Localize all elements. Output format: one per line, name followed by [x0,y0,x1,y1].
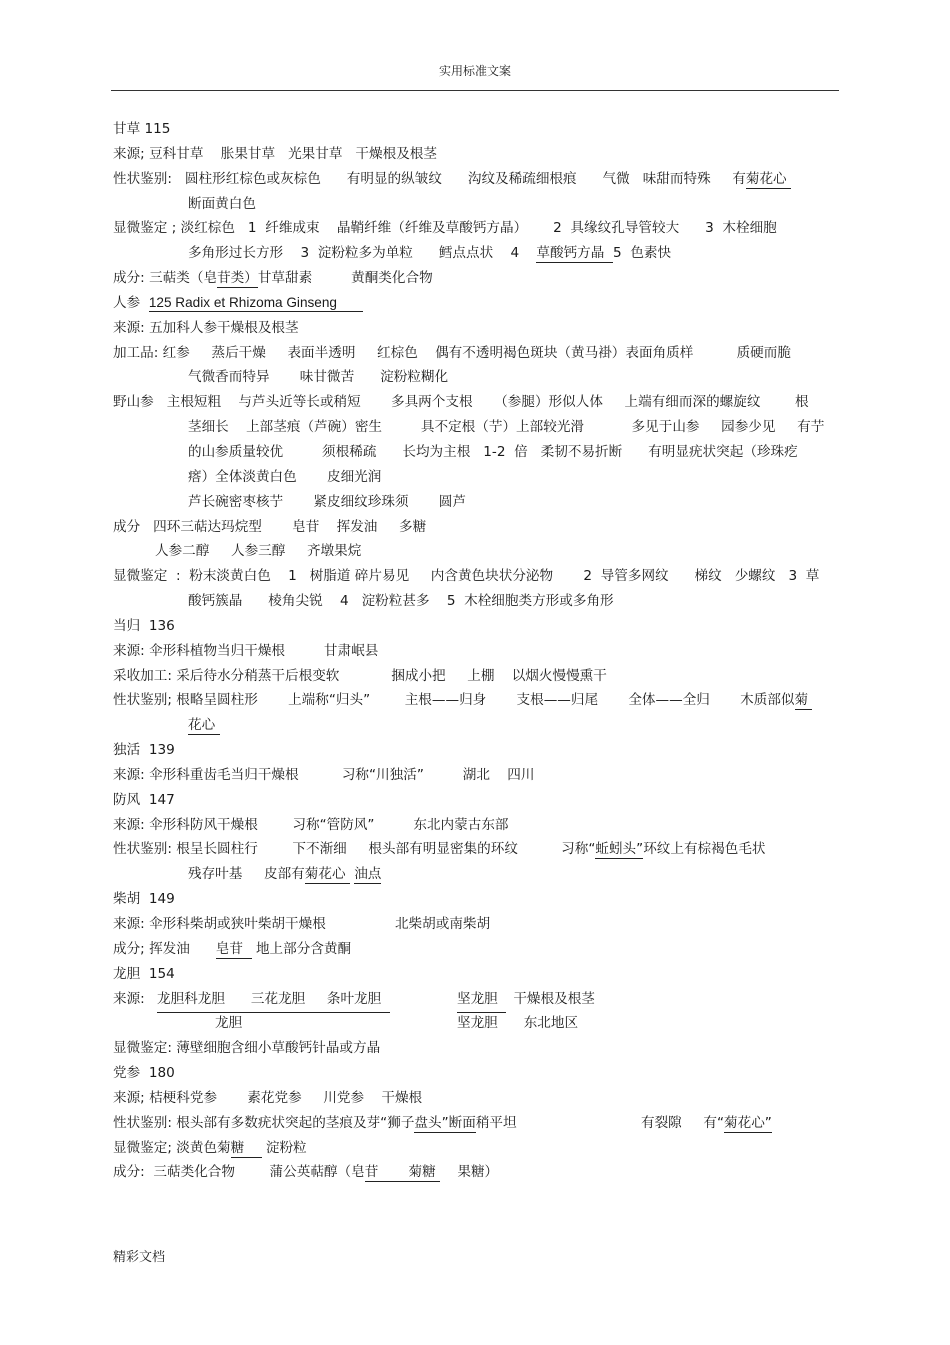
text-span: 坚龙胆 东北地区 [457,1015,579,1032]
text-line [113,1011,848,1036]
underlined-term: 苷类） [217,270,258,287]
text-line [113,266,848,291]
underlined-term: 糖 [230,1139,262,1156]
document-body [113,117,848,1185]
text-line: 显微鉴定 ; 淡红棕色 1 纤维成束 晶鞘纤维（纤维及草酸钙方晶） 2 具缘纹孔导管较大 3 木栓细胞 [113,220,777,237]
entry-title-chaihu: 柴胡 149 [113,891,175,908]
entry-title-longdan: 龙胆 154 [113,965,175,982]
text-span: 性状鉴别; 根略呈圆柱形 上端称“归头” 主根——归身 支根——归尾 全体——全归 木质部似 [113,692,795,709]
underlined-term: 草酸钙方晶 [536,245,614,262]
text-line: 的山参质量较优 须根稀疏 长均为主根 1-2 倍 柔韧不易折断 有明显疣状突起（珍珠疙 [188,443,798,460]
underlined-term: 菊花心” [724,1114,772,1131]
entry-title-danggui: 当归 136 [113,617,175,634]
page-footer: 精彩文档 [113,1250,166,1265]
underlined-term: 龙胆科龙胆 三花龙胆 条叶龙胆 [157,987,390,1014]
text-span: 地上部分含黄酮 [251,940,352,957]
underlined-term: 皂苷 [215,940,252,957]
text-span: 人参 [113,294,149,311]
underlined-term: 坚龙胆 [457,987,506,1014]
text-line: 来源; 豆科甘草 胀果甘草 光果甘草 干燥根及根茎 [113,145,437,162]
text-span: 淀粉粒 [261,1139,307,1156]
text-span: 稍平坦 [475,1114,517,1131]
text-line [113,862,848,887]
text-span: 成分: 三萜类（皂 [113,270,218,287]
text-span: 多角形过长方形 3 淀粉粒多为单粒 鳕点点状 4 [188,245,537,262]
text-span: 成分: 三萜类化合物 蒲公英萜醇（皂 [113,1164,365,1181]
text-line: 气微香而特异 味甘微苦 淀粉粒糊化 [188,369,449,386]
underlined-term: 蚯蚓头” [595,841,644,858]
text-span: 来源: [113,990,150,1007]
page-header: 实用标准文案 [438,64,511,78]
text-line [113,837,848,862]
text-span: 性状鉴别: 根呈长圆柱行 下不渐细 根头部有明显密集的环纹 习称“ [113,841,596,858]
underlined-term: 花心 [188,717,220,734]
text-span: 甘草甜素 黄酮类化合物 [257,270,433,287]
text-line: 瘩）全体淡黄白色 皮细光润 [188,468,382,485]
text-line [113,167,848,192]
underlined-term: 菊花心 [745,170,791,187]
text-span: 干燥根及根茎 [509,990,595,1007]
text-span: 性状鉴别: 圆柱形红棕色或灰棕色 有明显的纵皱纹 沟纹及稀疏细根痕 气微 味甜而特殊 有 [113,170,746,187]
text-line: 来源: 伞形科柴胡或狭叶柴胡干燥根 北柴胡或南柴胡 [113,916,491,932]
underlined-term: 菊 [794,692,813,709]
text-line: 酸钙簇晶 棱角尖锐 4 淀粉粒甚多 5 木栓细胞类方形或多角形 [188,593,614,610]
text-span: 成分; 挥发油 [113,940,216,957]
text-span: 有裂隙 有“ [641,1114,725,1131]
header-divider [111,90,839,91]
underlined-term: 125 Radix et Rhizoma Ginseng [148,294,364,310]
text-span: 性状鉴别: 根头部有多数疣状突起的茎痕及芽“狮子 [113,1114,415,1131]
entry-title-gancao: 甘草 115 [113,121,171,137]
text-line: 来源: 伞形科防风干燥根 习称“管防风” 东北内蒙古东部 [113,816,509,833]
text-line: 断面黄白色 [188,195,256,212]
text-line: 来源; 桔梗科党参 素花党参 川党参 干燥根 [113,1089,423,1106]
text-line: 野山参 主根短粗 与芦头近等长或稍短 多具两个支根 （参腿）形似人体 上端有细而深的螺旋纹 根 [113,394,809,411]
text-line [113,1111,848,1136]
text-line: 来源: 伞形科重齿毛当归干燥根 习称“川独活” 湖北 四川 [113,766,535,783]
text-line [113,987,848,1012]
text-line [113,713,848,738]
entry-title-duhuo: 独活 139 [113,742,175,759]
text-line: 加工品: 红参 蒸后干燥 表面半透明 红棕色 偶有不透明褐色斑块（黄马褂）表面角质样 质硬而脆 [113,344,791,361]
text-line: 采收加工: 采后待水分稍蒸干后根变软 捆成小把 上棚 以烟火慢慢熏干 [113,667,607,684]
text-line [113,241,848,266]
text-span: 显微鉴定; 淡黄色菊 [113,1139,231,1156]
text-line [113,937,848,962]
text-line [113,1160,848,1185]
text-span: 5 色素快 [613,245,672,262]
text-span: 龙胆 [215,1015,243,1032]
text-line: 显微鉴定 : 粉末淡黄白色 1 树脂道 碎片易见 内含黄色块状分泌物 2 导管多网纹 梯纹 少螺纹 3 草 [113,568,820,585]
text-span: 果糖） [440,1164,499,1181]
underlined-term: 盘头”断面 [414,1114,476,1131]
text-line: 茎细长 上部茎痕（芦碗）密生 具不定根（艼）上部较光滑 多见于山参 园参少见 有艼 [188,419,825,436]
text-span: 残存叶基 皮部有 [188,866,305,883]
entry-title-renshen [113,291,848,316]
text-line: 芦长碗密枣核艼 紧皮细纹珍珠须 圆芦 [188,493,466,510]
text-span: 环纹上有棕褐色毛状 [643,841,766,858]
text-line [113,688,848,713]
text-line: 来源: 五加科人参干燥根及根茎 [113,319,299,336]
underlined-term: 油点 [354,866,382,883]
text-line: 显微鉴定: 薄壁细胞含细小草酸钙针晶或方晶 [113,1040,381,1057]
text-line: 人参二醇 人参三醇 齐墩果烷 [155,543,362,560]
underlined-term: 菊花心 [304,866,350,883]
text-line: 来源: 伞形科植物当归干燥根 甘肃岷县 [113,642,379,659]
underlined-term: 苷 菊糖 [364,1164,441,1181]
entry-title-dangshen: 党参 180 [113,1065,175,1082]
text-line [113,1136,848,1161]
text-line: 成分 四环三萜达玛烷型 皂苷 挥发油 多糖 [113,518,427,535]
entry-title-fangfeng: 防风 147 [113,791,175,808]
